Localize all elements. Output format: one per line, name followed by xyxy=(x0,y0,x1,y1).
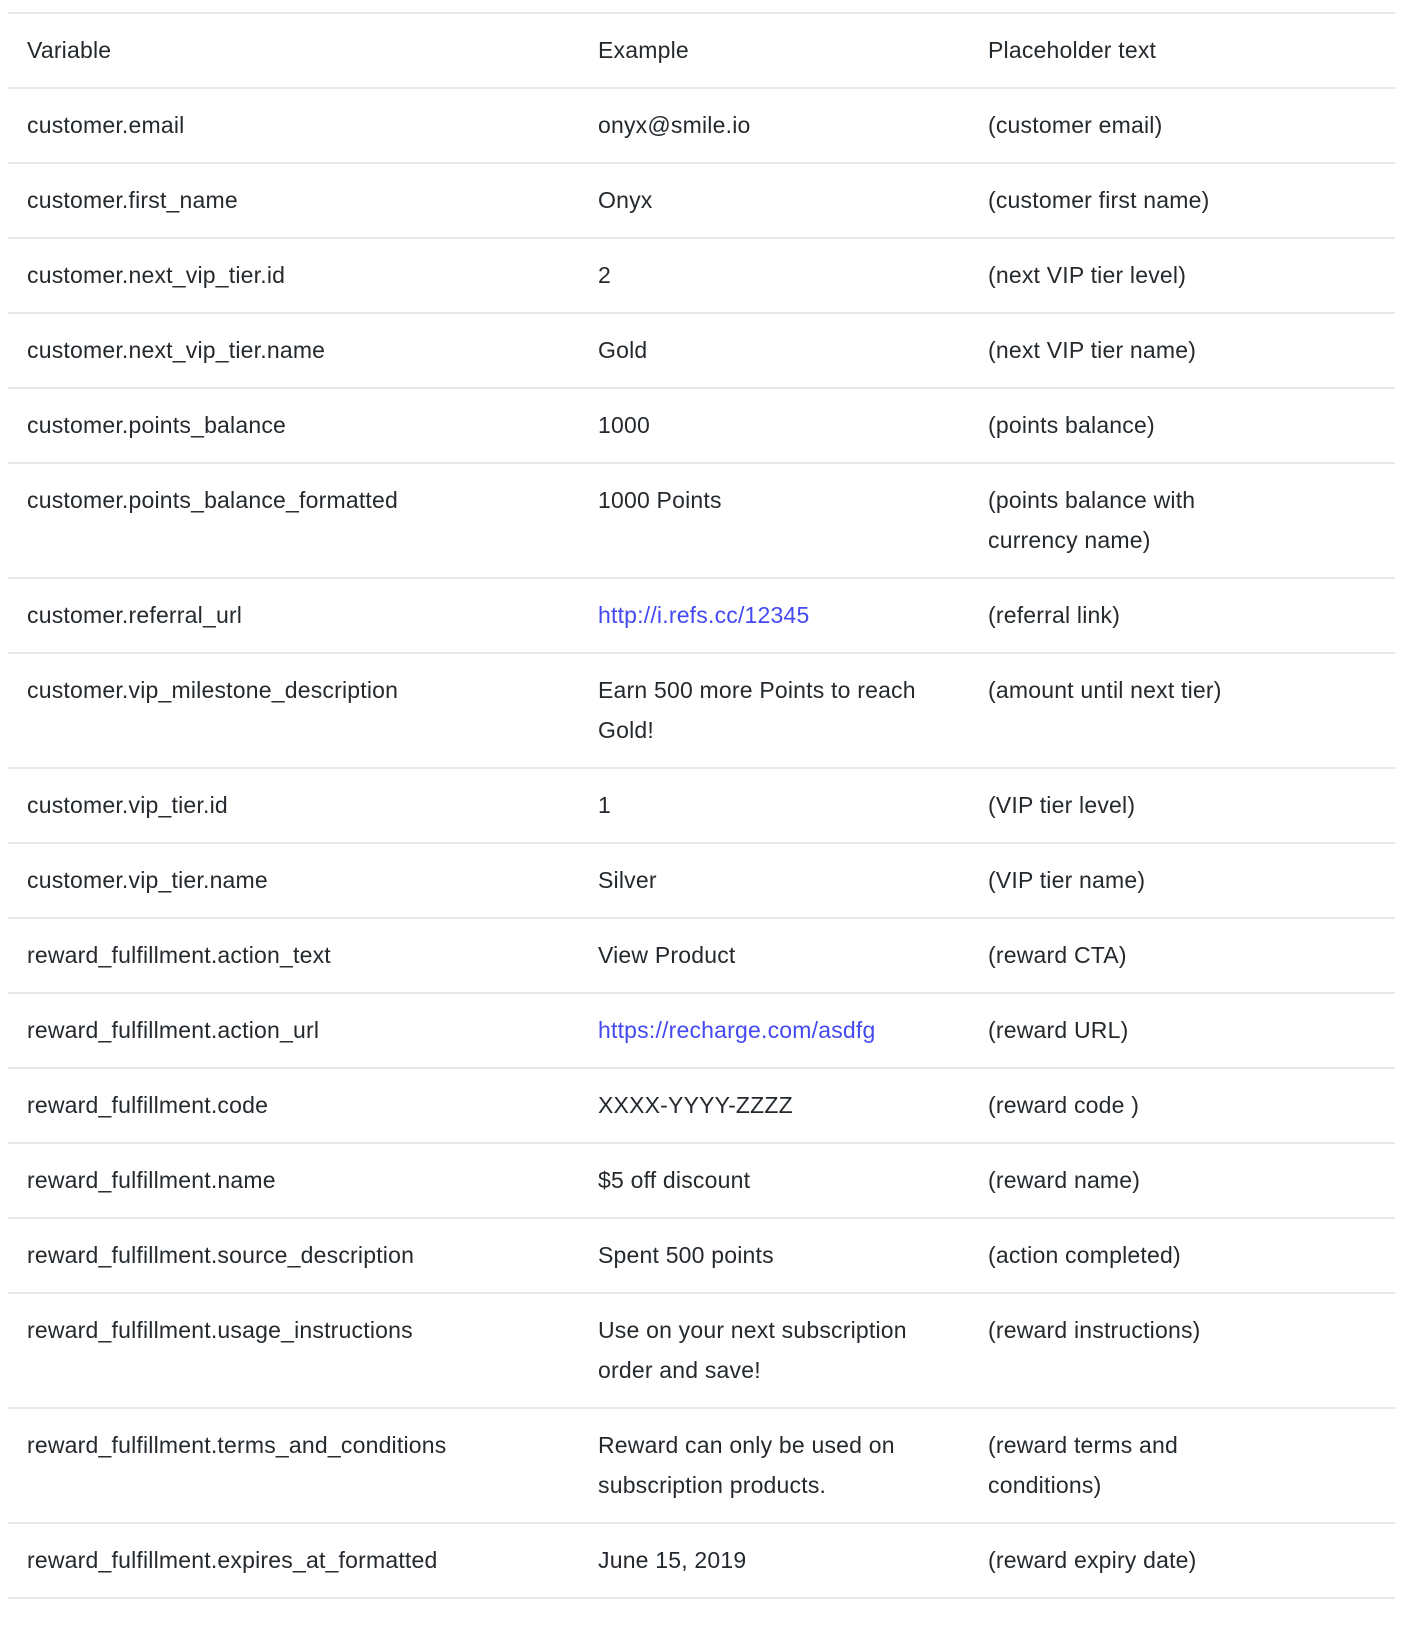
placeholder-cell: (customer email) xyxy=(988,112,1163,138)
example-text: $5 off discount xyxy=(598,1167,751,1193)
example-text: Onyx xyxy=(598,187,653,213)
variables-table xyxy=(8,12,1395,1599)
column-header-example: Example xyxy=(598,37,689,63)
table-row xyxy=(8,919,1395,994)
example-text: 1 xyxy=(598,792,611,818)
placeholder-cell: (reward CTA) xyxy=(988,942,1127,968)
example-text: Spent 500 points xyxy=(598,1242,774,1268)
placeholder-cell: (reward terms and conditions) xyxy=(988,1432,1179,1498)
table-header-row xyxy=(8,14,1395,89)
variable-cell: customer.points_balance_formatted xyxy=(27,487,398,513)
variable-cell: customer.points_balance xyxy=(27,412,287,438)
example-cell xyxy=(598,180,988,220)
placeholder-cell: (next VIP tier name) xyxy=(988,337,1197,363)
placeholder-cell: (VIP tier level) xyxy=(988,792,1136,818)
table-row xyxy=(8,464,1395,579)
example-cell xyxy=(598,860,988,900)
table-row xyxy=(8,844,1395,919)
table-row xyxy=(8,769,1395,844)
example-text: Earn 500 more Points to reach Gold! xyxy=(598,677,916,743)
variable-cell: customer.email xyxy=(27,112,185,138)
example-cell xyxy=(598,1010,988,1050)
example-cell xyxy=(598,1160,988,1200)
example-text: Use on your next subscription order and save! xyxy=(598,1317,907,1383)
variable-cell: customer.first_name xyxy=(27,187,238,213)
example-text: Gold xyxy=(598,337,648,363)
table-row xyxy=(8,239,1395,314)
variable-cell: reward_fulfillment.usage_instructions xyxy=(27,1317,413,1343)
example-cell xyxy=(598,1425,988,1505)
variable-cell: reward_fulfillment.terms_and_conditions xyxy=(27,1432,447,1458)
example-cell xyxy=(598,935,988,975)
placeholder-cell: (reward code ) xyxy=(988,1092,1140,1118)
example-cell xyxy=(598,480,988,520)
variable-cell: reward_fulfillment.name xyxy=(27,1167,276,1193)
variable-cell: customer.vip_tier.name xyxy=(27,867,268,893)
table-row xyxy=(8,1524,1395,1599)
table-row xyxy=(8,994,1395,1069)
placeholder-cell: (reward instructions) xyxy=(988,1317,1201,1343)
example-cell xyxy=(598,785,988,825)
variable-cell: reward_fulfillment.source_description xyxy=(27,1242,415,1268)
example-text: Reward can only be used on subscription products. xyxy=(598,1432,895,1498)
table-row xyxy=(8,579,1395,654)
example-link[interactable]: http://i.refs.cc/12345 xyxy=(598,602,810,628)
placeholder-cell: (referral link) xyxy=(988,602,1121,628)
variable-cell: customer.vip_tier.id xyxy=(27,792,228,818)
example-text: XXXX-YYYY-ZZZZ xyxy=(598,1092,793,1118)
table-row xyxy=(8,1069,1395,1144)
example-text: 1000 xyxy=(598,412,650,438)
placeholder-cell: (reward URL) xyxy=(988,1017,1129,1043)
column-header-placeholder-text: Placeholder text xyxy=(988,37,1157,63)
placeholder-cell: (VIP tier name) xyxy=(988,867,1146,893)
placeholder-cell: (action completed) xyxy=(988,1242,1181,1268)
placeholder-cell: (customer first name) xyxy=(988,187,1210,213)
placeholder-cell: (reward expiry date) xyxy=(988,1547,1197,1573)
example-text: Silver xyxy=(598,867,657,893)
table-row xyxy=(8,1294,1395,1409)
example-cell xyxy=(598,1235,988,1275)
variable-cell: customer.vip_milestone_description xyxy=(27,677,399,703)
example-cell xyxy=(598,330,988,370)
variable-cell: reward_fulfillment.action_url xyxy=(27,1017,320,1043)
example-cell xyxy=(598,405,988,445)
table-row xyxy=(8,89,1395,164)
variable-cell: reward_fulfillment.expires_at_formatted xyxy=(27,1547,438,1573)
table-row xyxy=(8,1144,1395,1219)
table-row xyxy=(8,314,1395,389)
placeholder-cell: (amount until next tier) xyxy=(988,677,1222,703)
example-cell xyxy=(598,1310,988,1390)
example-link[interactable]: https://recharge.com/asdfg xyxy=(598,1017,876,1043)
placeholder-cell: (points balance with currency name) xyxy=(988,487,1196,553)
column-header-variable: Variable xyxy=(27,37,112,63)
example-text: 2 xyxy=(598,262,611,288)
variable-cell: customer.next_vip_tier.name xyxy=(27,337,326,363)
example-cell xyxy=(598,1540,988,1580)
example-cell xyxy=(598,595,988,635)
example-cell xyxy=(598,1085,988,1125)
variable-cell: customer.next_vip_tier.id xyxy=(27,262,286,288)
table-row xyxy=(8,1219,1395,1294)
example-cell xyxy=(598,255,988,295)
table-row xyxy=(8,164,1395,239)
variable-cell: reward_fulfillment.code xyxy=(27,1092,269,1118)
table-row xyxy=(8,654,1395,769)
example-cell xyxy=(598,105,988,145)
variable-cell: customer.referral_url xyxy=(27,602,243,628)
example-text: View Product xyxy=(598,942,736,968)
table-body xyxy=(8,89,1395,1599)
table-row xyxy=(8,389,1395,464)
placeholder-cell: (points balance) xyxy=(988,412,1155,438)
example-text: 1000 Points xyxy=(598,487,722,513)
example-cell xyxy=(598,670,988,750)
variable-cell: reward_fulfillment.action_text xyxy=(27,942,331,968)
example-text: onyx@smile.io xyxy=(598,112,751,138)
placeholder-cell: (reward name) xyxy=(988,1167,1141,1193)
example-text: June 15, 2019 xyxy=(598,1547,747,1573)
placeholder-cell: (next VIP tier level) xyxy=(988,262,1187,288)
table-row xyxy=(8,1409,1395,1524)
